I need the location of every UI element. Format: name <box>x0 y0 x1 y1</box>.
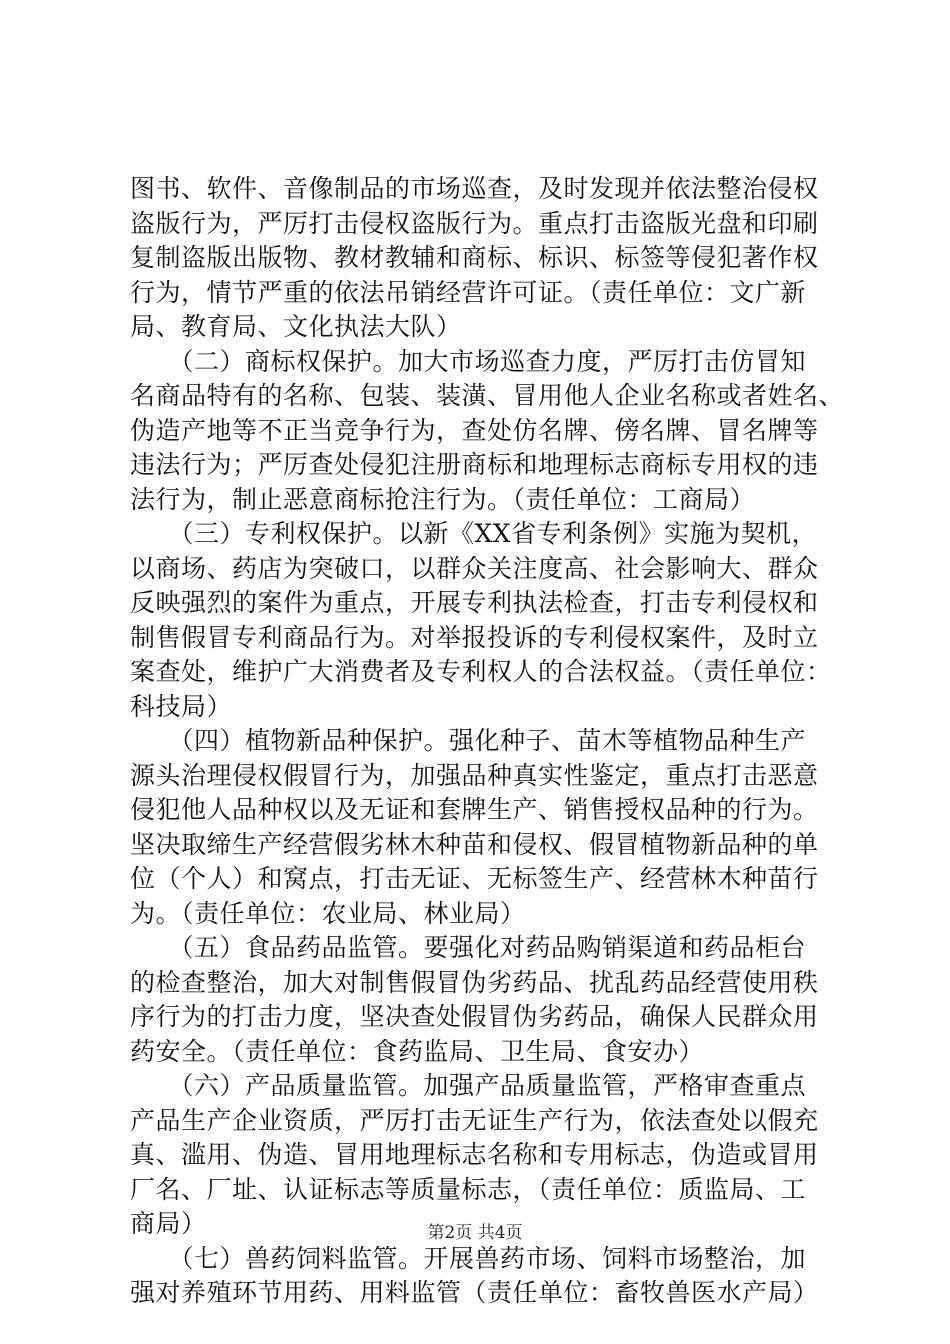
body-text-line: 制售假冒专利商品行为。对举报投诉的专利侵权案件，及时立 <box>130 622 819 652</box>
body-text-line: 违法行为；严厉查处侵犯注册商标和地理标志商标专用权的违 <box>130 450 819 479</box>
body-text-line: 厂名、厂址、认证标志等质量标志，（责任单位：质监局、工 <box>130 1174 807 1204</box>
body-text-line: 复制盗版出版物、教材教辅和商标、标识、标签等侵犯著作权 <box>130 243 819 272</box>
body-text-line: 盗版行为，严厉打击侵权盗版行为。重点打击盗版光盘和印刷 <box>130 208 819 238</box>
body-text-line: 侵犯他人品种权以及无证和套牌生产、销售授权品种的行为。 <box>130 795 819 824</box>
body-text-line: 商局） <box>130 1209 207 1238</box>
body-text-line: 药安全。（责任单位：食药监局、卫生局、食安办） <box>130 1036 705 1066</box>
body-text-line: 伪造产地等不正当竞争行为，查处仿名牌、傍名牌、冒名牌等 <box>130 415 819 445</box>
body-text-line: 坚决取缔生产经营假劣林木种苗和侵权、假冒植物新品种的单 <box>130 829 819 859</box>
body-text-line: 源头治理侵权假冒行为，加强品种真实性鉴定，重点打击恶意 <box>130 760 819 790</box>
body-text-line: 名商品特有的名称、包装、装潢、冒用他人企业名称或者姓名、 <box>130 381 845 410</box>
body-text-line: 反映强烈的案件为重点，开展专利执法检查，打击专利侵权和 <box>130 588 819 617</box>
body-text-line: 序行为的打击力度，坚决查处假冒伪劣药品，确保人民群众用 <box>130 1002 819 1031</box>
body-text-line: （五）食品药品监管。要强化对药品购销渠道和药品柜台 <box>130 933 807 962</box>
body-text-line: 行为，情节严重的依法吊销经营许可证。（责任单位：文广新 <box>130 277 807 307</box>
body-text-line: 法行为，制止恶意商标抢注行为。（责任单位：工商局） <box>130 484 756 514</box>
document-body <box>130 172 850 1311</box>
body-text-line: （二）商标权保护。加大市场巡查力度，严厉打击仿冒知 <box>130 346 807 376</box>
body-text-line: 案查处，维护广大消费者及专利权人的合法权益。（责任单位： <box>130 657 832 686</box>
body-text-line: （三）专利权保护。以新《XX省专利条例》实施为契机， <box>130 519 818 548</box>
page-number-footer: 第2页 共4页 <box>427 1223 523 1243</box>
body-text-line: 的检查整治，加大对制售假冒伪劣药品、扰乱药品经营使用秩 <box>130 967 819 997</box>
body-text-line: 强对养殖环节用药、用料监管（责任单位：畜牧兽医水产局） <box>130 1278 819 1307</box>
body-text-line: （七）兽药饲料监管。开展兽药市场、饲料市场整治，加 <box>130 1243 807 1273</box>
body-text-line: 以商场、药店为突破口，以群众关注度高、社会影响大、群众 <box>130 553 819 583</box>
body-text-line: 位（个人）和窝点，打击无证、无标签生产、经营林木种苗行 <box>130 864 819 893</box>
body-text-line: （四）植物新品种保护。强化种子、苗木等植物品种生产 <box>130 726 807 755</box>
body-text-line: 为。（责任单位：农业局、林业局） <box>130 898 526 928</box>
body-text-line: （六）产品质量监管。加强产品质量监管，严格审查重点 <box>130 1071 807 1100</box>
body-text-line: 图书、软件、音像制品的市场巡查，及时发现并依法整治侵权 <box>130 174 819 203</box>
body-text-line: 产品生产企业资质，严厉打击无证生产行为，依法查处以假充 <box>130 1105 819 1135</box>
body-text-line: 局、教育局、文化执法大队） <box>130 312 462 341</box>
body-text-line: 真、滥用、伪造、冒用地理标志名称和专用标志，伪造或冒用 <box>130 1140 819 1169</box>
body-text-line: 科技局） <box>130 691 233 721</box>
